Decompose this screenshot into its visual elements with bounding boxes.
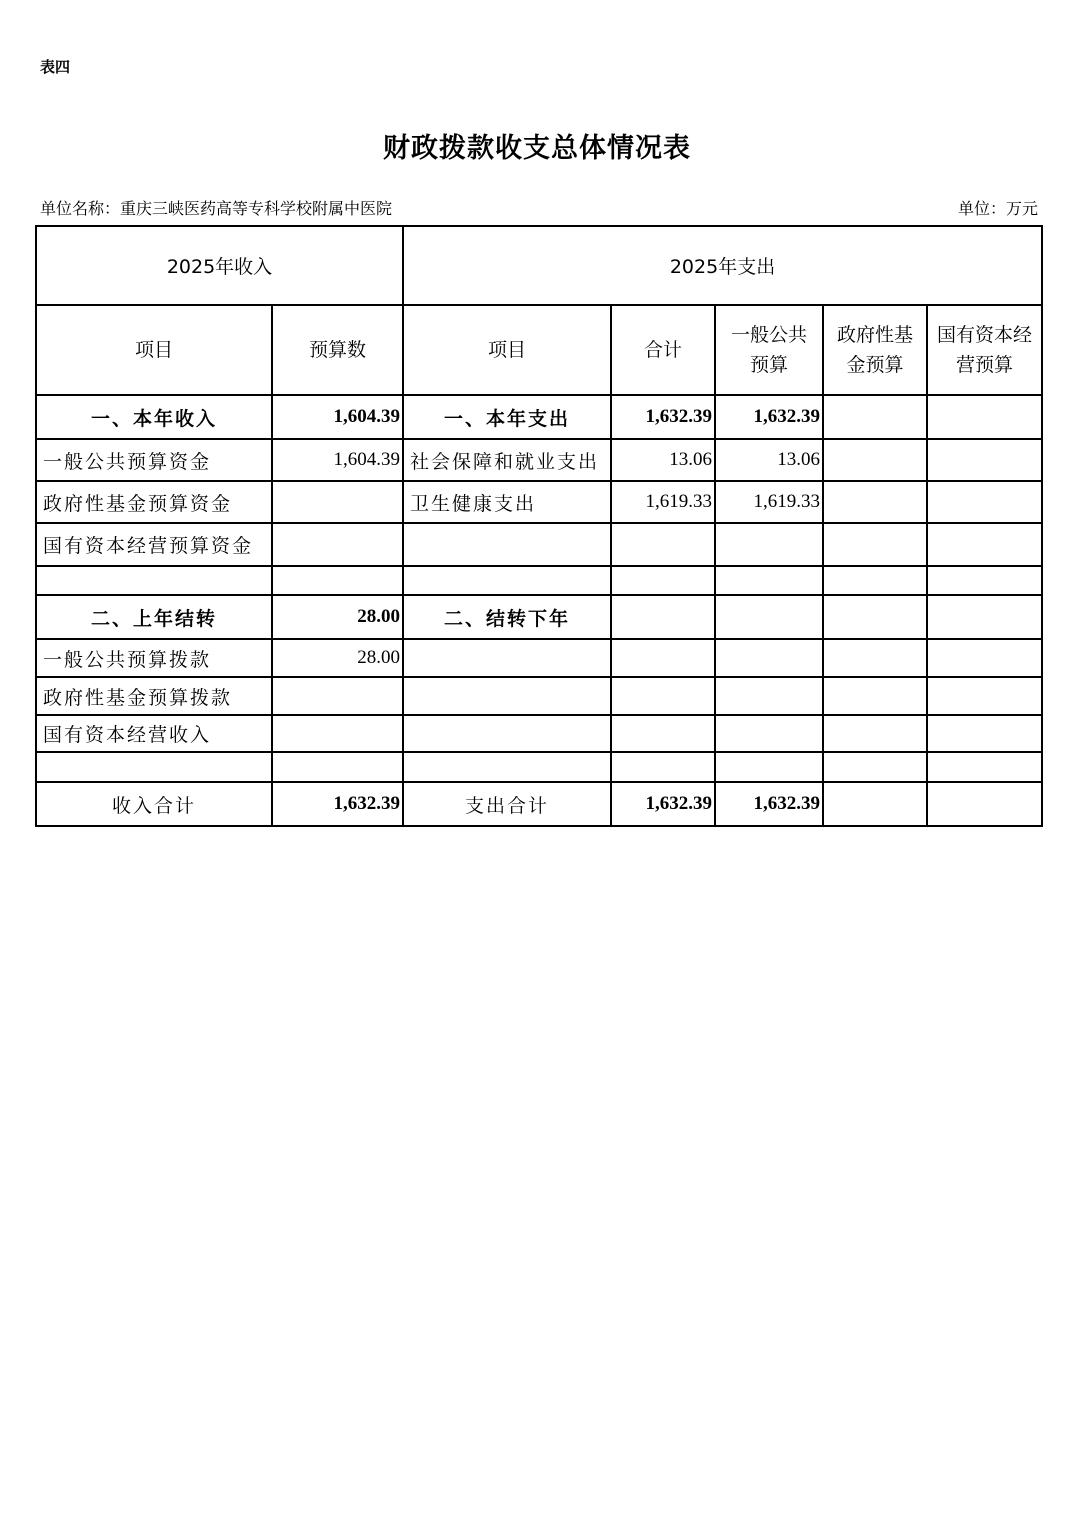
income-item-cell: 国有资本经营预算资金 — [36, 523, 272, 566]
total-cell — [611, 677, 715, 715]
expense-item-cell: 二、结转下年 — [403, 595, 611, 639]
general-cell — [715, 639, 823, 677]
col-income-item: 项目 — [36, 305, 272, 395]
income-value-cell: 28.00 — [272, 639, 403, 677]
fund-cell — [823, 595, 927, 639]
table-row — [36, 639, 1042, 677]
income-value-cell — [272, 481, 403, 523]
state-cell — [927, 595, 1042, 639]
col-budget: 预算数 — [272, 305, 403, 395]
total-cell — [611, 523, 715, 566]
income-item-cell: 政府性基金预算拨款 — [36, 677, 272, 715]
income-value-cell — [272, 752, 403, 782]
table-row — [36, 439, 1042, 481]
fund-cell — [823, 566, 927, 595]
table-number: 表四 — [40, 58, 71, 76]
income-header: 2025年收入 — [36, 226, 403, 305]
page-title: 财政拨款收支总体情况表 — [383, 133, 691, 164]
income-total-label: 收入合计 — [36, 782, 272, 826]
total-row — [36, 782, 1042, 826]
income-item-cell: 政府性基金预算资金 — [36, 481, 272, 523]
income-total-value: 1,632.39 — [272, 782, 403, 826]
income-value-cell — [272, 566, 403, 595]
expense-item-cell — [403, 639, 611, 677]
col-expense-item: 项目 — [403, 305, 611, 395]
income-item-cell: 国有资本经营收入 — [36, 715, 272, 752]
general-cell — [715, 677, 823, 715]
expense-item-cell: 卫生健康支出 — [403, 481, 611, 523]
expense-item-cell: 社会保障和就业支出 — [403, 439, 611, 481]
fund-cell — [823, 752, 927, 782]
expense-total-value: 1,632.39 — [611, 782, 715, 826]
fund-total-value — [823, 782, 927, 826]
col-state-capital-budget: 国有资本经营预算 — [927, 305, 1042, 395]
expense-item-cell — [403, 677, 611, 715]
expense-item-cell — [403, 752, 611, 782]
total-cell: 1,632.39 — [611, 395, 715, 439]
state-total-value — [927, 782, 1042, 826]
table-row — [36, 481, 1042, 523]
table-row — [36, 523, 1042, 566]
table-row — [36, 566, 1042, 595]
general-cell: 13.06 — [715, 439, 823, 481]
fund-cell — [823, 677, 927, 715]
fund-cell — [823, 523, 927, 566]
total-cell: 13.06 — [611, 439, 715, 481]
income-value-cell: 1,604.39 — [272, 395, 403, 439]
table-row — [36, 595, 1042, 639]
state-cell — [927, 395, 1042, 439]
state-cell — [927, 752, 1042, 782]
general-cell — [715, 752, 823, 782]
fund-cell — [823, 439, 927, 481]
currency-unit: 单位：万元 — [957, 199, 1038, 218]
state-cell — [927, 481, 1042, 523]
fund-cell — [823, 481, 927, 523]
income-value-cell: 28.00 — [272, 595, 403, 639]
total-cell — [611, 566, 715, 595]
general-cell — [715, 715, 823, 752]
expense-header: 2025年支出 — [403, 226, 1042, 305]
unit-name: 单位名称：重庆三峡医药高等专科学校附属中医院 — [40, 199, 393, 218]
general-cell — [715, 523, 823, 566]
table-row — [36, 752, 1042, 782]
header-row-columns — [36, 305, 1042, 395]
income-value-cell: 1,604.39 — [272, 439, 403, 481]
header-row-years — [36, 226, 1042, 305]
expense-total-label: 支出合计 — [403, 782, 611, 826]
budget-table — [35, 225, 1043, 827]
income-item-cell — [36, 566, 272, 595]
total-cell — [611, 595, 715, 639]
state-cell — [927, 639, 1042, 677]
income-item-cell: 一、本年收入 — [36, 395, 272, 439]
total-cell — [611, 715, 715, 752]
col-fund-budget: 政府性基金预算 — [823, 305, 927, 395]
state-cell — [927, 523, 1042, 566]
general-cell: 1,632.39 — [715, 395, 823, 439]
expense-item-cell — [403, 715, 611, 752]
income-item-cell: 一般公共预算资金 — [36, 439, 272, 481]
income-value-cell — [272, 677, 403, 715]
income-value-cell — [272, 715, 403, 752]
total-cell: 1,619.33 — [611, 481, 715, 523]
state-cell — [927, 566, 1042, 595]
income-item-cell: 二、上年结转 — [36, 595, 272, 639]
col-total: 合计 — [611, 305, 715, 395]
fund-cell — [823, 639, 927, 677]
fund-cell — [823, 715, 927, 752]
table-row — [36, 395, 1042, 439]
general-total-value: 1,632.39 — [715, 782, 823, 826]
general-cell — [715, 566, 823, 595]
income-value-cell — [272, 523, 403, 566]
table-row — [36, 677, 1042, 715]
income-item-cell — [36, 752, 272, 782]
total-cell — [611, 752, 715, 782]
table-row — [36, 715, 1042, 752]
general-cell — [715, 595, 823, 639]
general-cell: 1,619.33 — [715, 481, 823, 523]
total-cell — [611, 639, 715, 677]
fund-cell — [823, 395, 927, 439]
expense-item-cell — [403, 566, 611, 595]
col-general-budget: 一般公共预算 — [715, 305, 823, 395]
state-cell — [927, 715, 1042, 752]
expense-item-cell — [403, 523, 611, 566]
income-item-cell: 一般公共预算拨款 — [36, 639, 272, 677]
state-cell — [927, 677, 1042, 715]
state-cell — [927, 439, 1042, 481]
expense-item-cell: 一、本年支出 — [403, 395, 611, 439]
